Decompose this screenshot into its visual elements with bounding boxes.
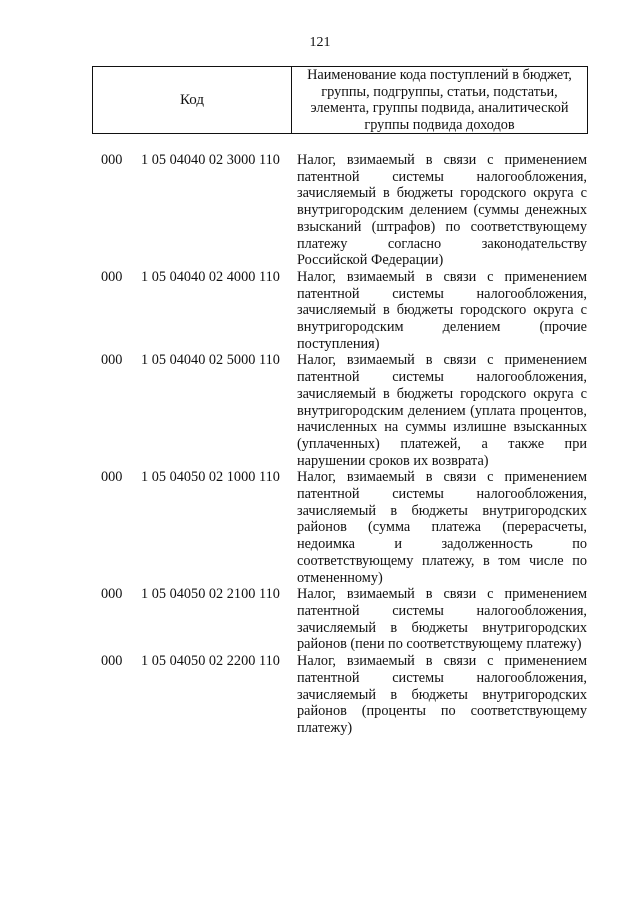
header-name-cell	[292, 67, 587, 133]
table-row	[0, 653, 640, 737]
income-name: Налог, взимаемый в связи с применением патентной системы налогообложения, зачисляемый в бюджеты внутригородских районов (сумма платежа (перерасчеты, недоимка и задолженность по соответствующему платежу, в том числе по отмененному)	[297, 469, 587, 586]
table-header	[92, 66, 588, 134]
admin-code: 000	[101, 352, 123, 369]
budget-code: 1 05 04040 02 5000 110	[141, 352, 280, 369]
budget-code: 1 05 04040 02 3000 110	[141, 152, 280, 168]
budget-code: 1 05 04050 02 2100 110	[141, 586, 280, 603]
admin-code: 000	[101, 469, 123, 486]
budget-code: 1 05 04050 02 1000 110	[141, 469, 280, 486]
table-row	[0, 586, 640, 653]
income-name: Налог, взимаемый в связи с применением патентной системы налогообложения, зачисляемый в бюджеты городского округа с внутригородским делением (прочие поступления)	[297, 268, 587, 352]
income-name: Налог, взимаемый в связи с применением патентной системы налогообложения, зачисляемый в бюджеты городского округа с внутригородским делением (суммы денежных взысканий (штрафов) по соответствующему платежу согласно законодательству Российской Федерации)	[297, 152, 587, 269]
admin-code: 000	[101, 152, 123, 168]
header-code-label: Код	[180, 91, 204, 108]
table-row	[0, 352, 640, 469]
header-name-label: Наименование кода поступлений в бюджет, группы, подгруппы, статьи, подстатьи, элемента, группы подвида, аналитической группы подвида доходов	[307, 67, 572, 133]
income-name: Налог, взимаемый в связи с применением патентной системы налогообложения, зачисляемый в бюджеты внутригородских районов (пени по соответствующему платежу)	[297, 586, 587, 653]
budget-code: 1 05 04040 02 4000 110	[141, 268, 280, 285]
income-name: Налог, взимаемый в связи с применением патентной системы налогообложения, зачисляемый в бюджеты внутригородских районов (проценты по соответствующему платежу)	[297, 653, 587, 736]
budget-code: 1 05 04050 02 2200 110	[141, 653, 280, 670]
admin-code: 000	[101, 653, 123, 670]
header-code-cell	[93, 67, 292, 133]
income-name: Налог, взимаемый в связи с применением патентной системы налогообложения, зачисляемый в бюджеты городского округа с внутригородским делением (уплата процентов, начисленных на суммы излишне взысканных (уплаченных) платежей, а также при нарушении сроков их возврата)	[297, 352, 587, 469]
admin-code: 000	[101, 586, 123, 603]
table-row	[0, 152, 640, 269]
table-row	[0, 269, 640, 353]
page-number: 121	[309, 35, 331, 50]
income-code-list	[0, 152, 640, 737]
admin-code: 000	[101, 268, 123, 285]
table-row	[0, 469, 640, 586]
